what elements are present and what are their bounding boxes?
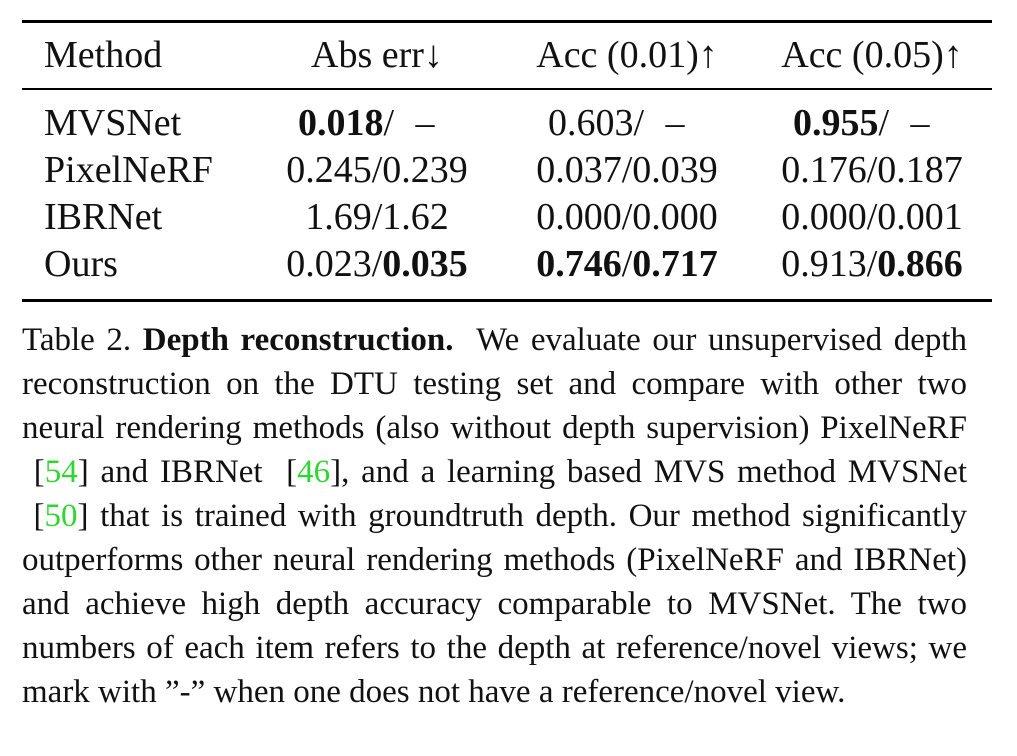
table-row <box>22 88 992 147</box>
header-method: Method <box>44 33 163 76</box>
acc-005-cell: 0.913/0.866 <box>781 243 963 285</box>
citation-link[interactable]: 46 <box>297 454 331 490</box>
method-cell: PixelNeRF <box>44 149 213 191</box>
caption-text: and IBRNet <box>100 454 263 490</box>
header-acc-001: Acc (0.01)↑ <box>536 33 718 76</box>
acc-001-cell: 0.603/ – <box>547 102 685 144</box>
acc-005-cell: 0.176/0.187 <box>781 149 963 191</box>
acc-005-cell: 0.000/0.001 <box>781 196 963 238</box>
caption-text: , and a learning based MVS method MVSNet <box>341 454 967 490</box>
citation-link[interactable]: 54 <box>44 454 78 490</box>
citation-link[interactable]: 50 <box>44 498 78 534</box>
table-row <box>22 147 992 194</box>
header-abs-err: Abs err↓ <box>311 33 443 76</box>
acc-001-cell: 0.037/0.039 <box>536 149 718 191</box>
caption-title: Depth reconstruction. <box>142 322 454 358</box>
table-header-row <box>22 24 992 88</box>
table-row <box>22 241 992 288</box>
depth-results-table <box>22 24 992 288</box>
method-cell: Ours <box>44 243 118 285</box>
caption-text: We evaluate our unsupervised depth reconstruction on the DTU testing set and compare with other two neural rendering methods (also without depth supervision) PixelNeRF <box>22 322 968 446</box>
abs-err-cell: 0.245/0.239 <box>286 149 468 191</box>
acc-005-cell: 0.955/ – <box>792 102 930 144</box>
method-cell: IBRNet <box>44 196 163 238</box>
table-caption: Table 2. Depth reconstruction. We evaluate our unsupervised depth reconstruction on the DTU testing set and compare with other two neural rendering methods (also without depth supervision) PixelNeRF [54] and IBRNet [46], and a learning based MVS method MVSNet [50] that is trained with groundtruth depth. Our method significantly outperforms other neural rendering methods (PixelNeRF and IBRNet) and achieve high depth accuracy comparable to MVSNet. The two numbers of each item refers to the depth at reference/novel views; we mark with ”-” when one does not have a reference/novel view. <box>22 322 968 710</box>
table-top-rule <box>22 20 992 23</box>
table-row <box>22 194 992 241</box>
table-bottom-rule <box>22 299 992 302</box>
abs-err-cell: 1.69/1.62 <box>305 196 449 238</box>
acc-001-cell: 0.746/0.717 <box>536 243 718 285</box>
abs-err-cell: 0.018/ – <box>297 102 435 144</box>
caption-label: Table 2. <box>22 322 132 358</box>
header-acc-005: Acc (0.05)↑ <box>781 33 963 76</box>
caption-text: that is trained with groundtruth depth. Our method significantly outperforms other neural rendering methods (PixelNeRF and IBRNet) and achieve high depth accuracy comparable to MVSNet. The two numbers of each item refers to the depth at reference/novel views; we mark with ”-” when one does not have a reference/novel view. <box>22 498 967 710</box>
method-cell: MVSNet <box>44 102 182 144</box>
acc-001-cell: 0.000/0.000 <box>536 196 718 238</box>
abs-err-cell: 0.023/0.035 <box>286 243 468 285</box>
